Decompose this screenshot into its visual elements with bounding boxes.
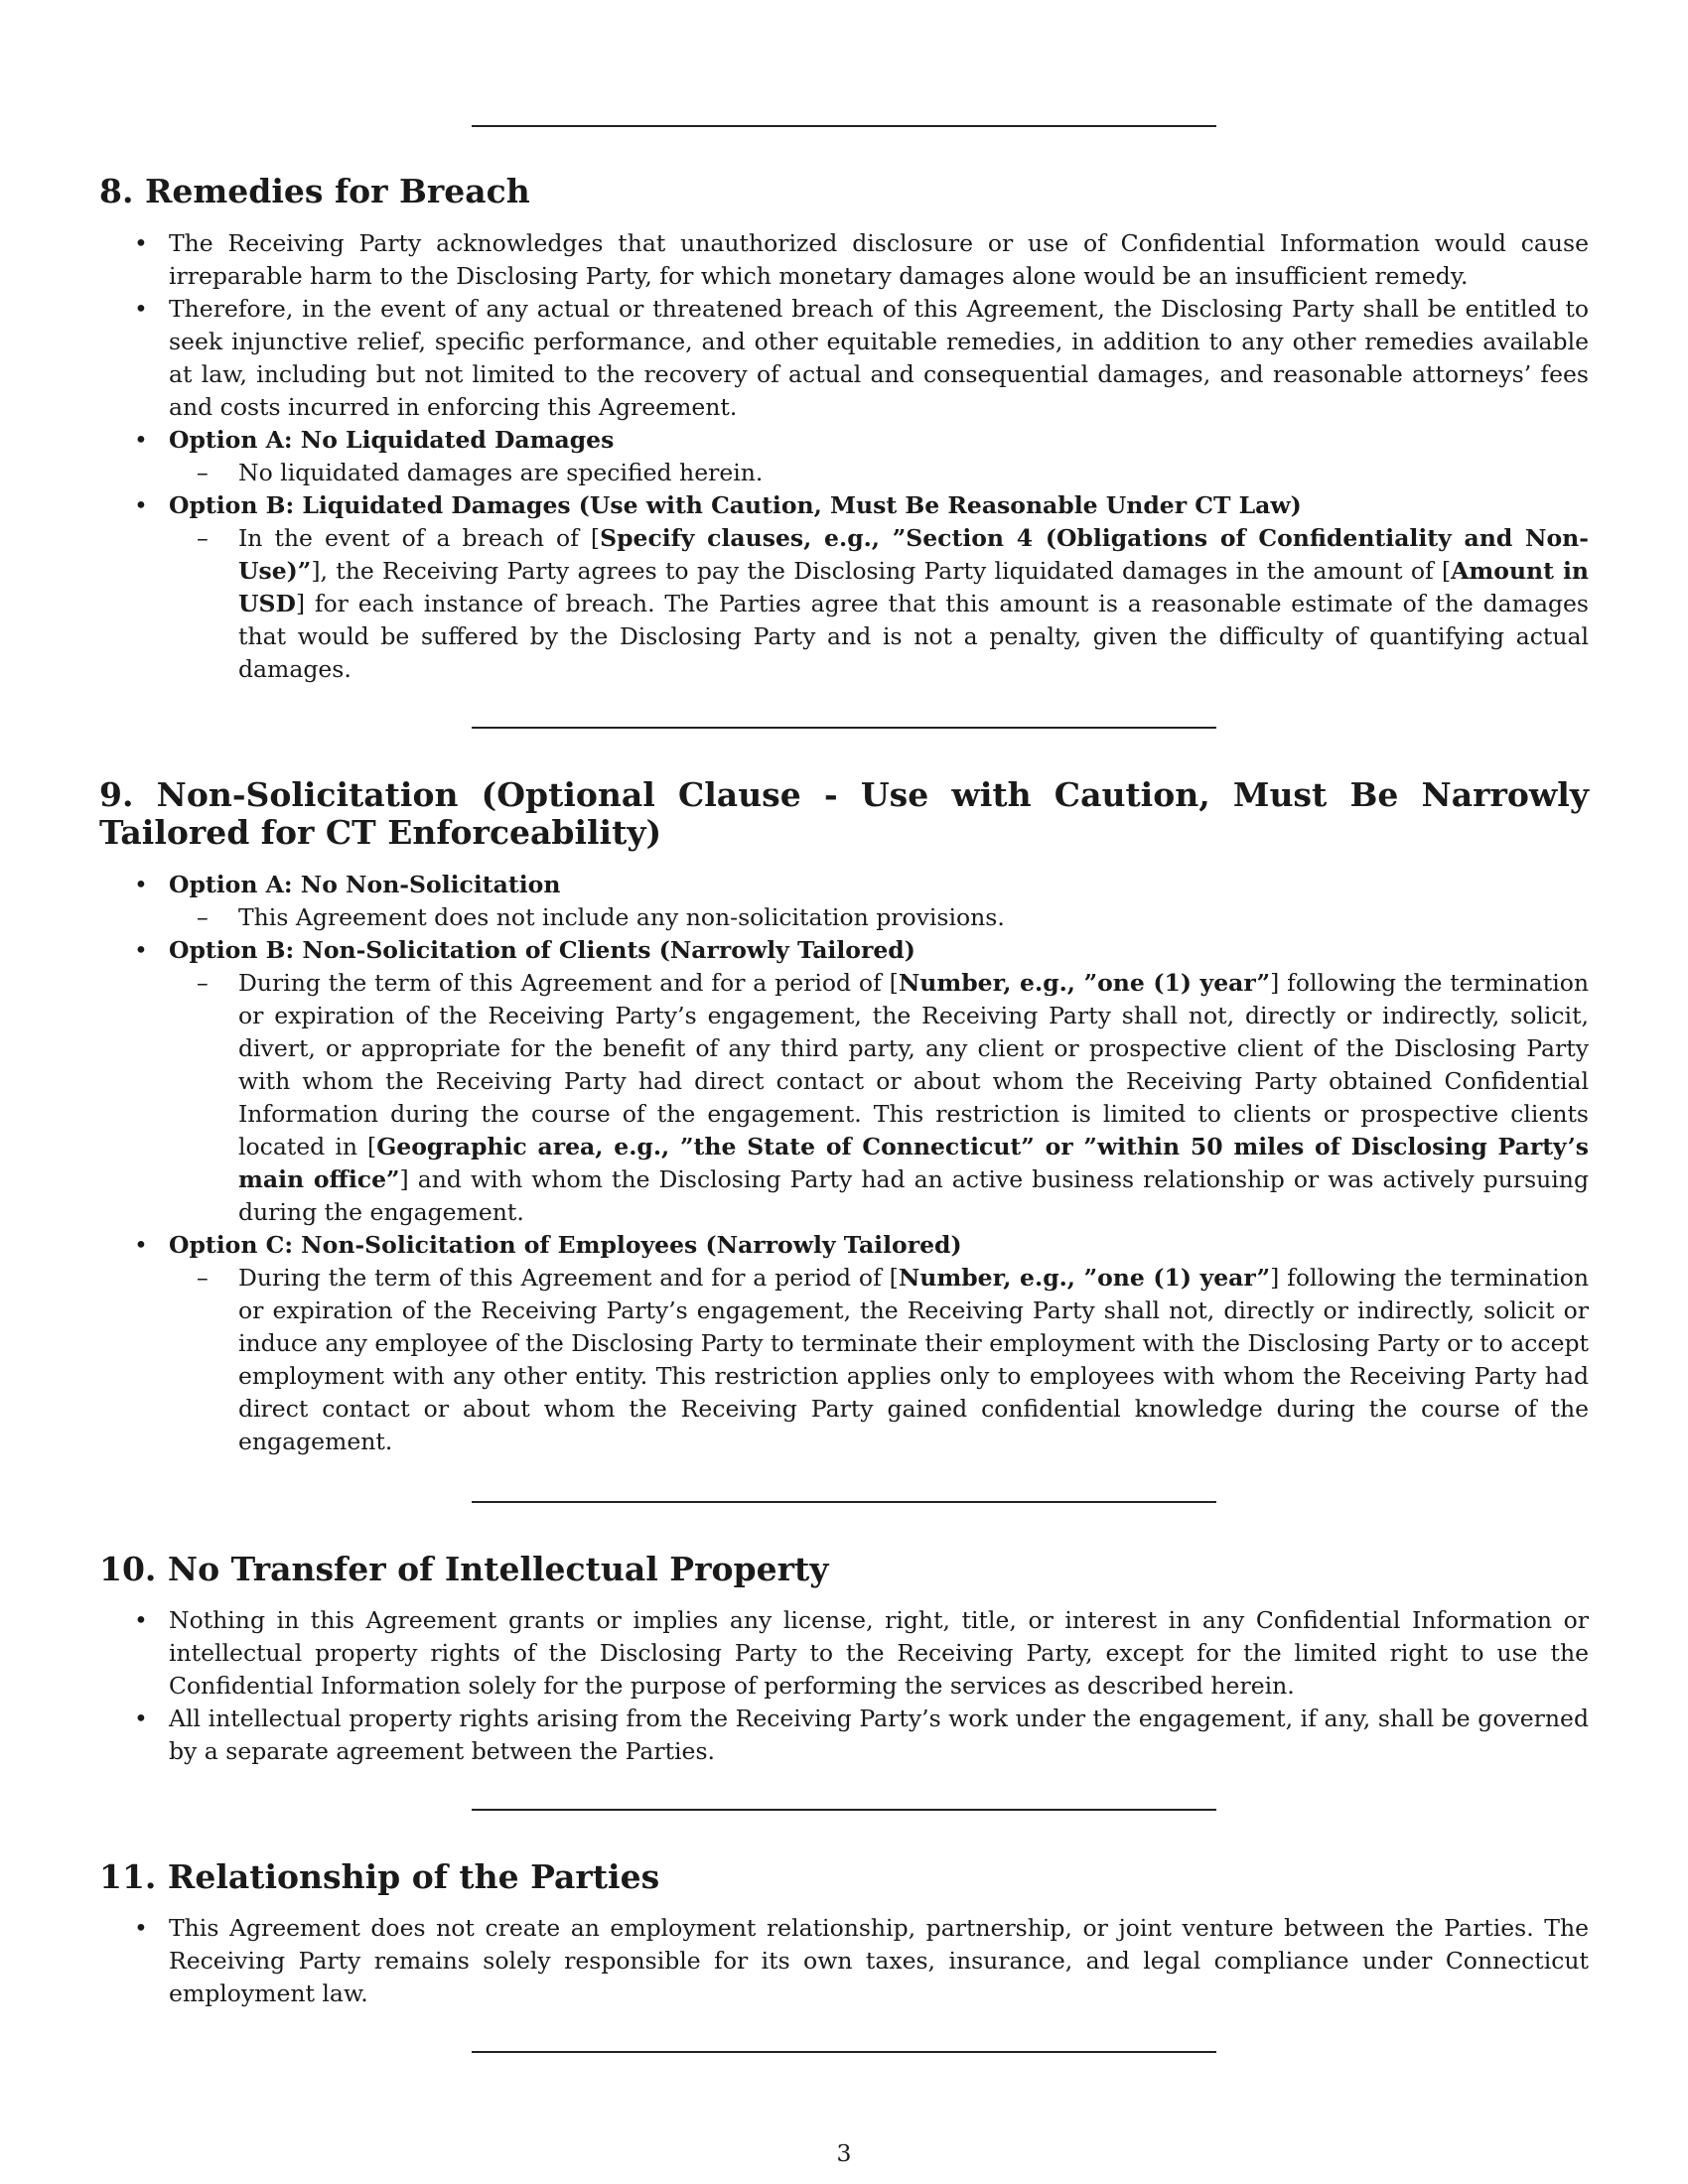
sub-list-item: – No liquidated damages are specified herein. (169, 457, 1589, 489)
list-item: • Therefore, in the event of any actual or threatened breach of this Agreement, the Disclosing Party shall be entitled to seek injunctive relief, specific performance, and other equitable remedies, in addition to any other remedies available at law, including but not limited to the recovery of actual and consequential damages, and reasonable attorneys’ fees and costs incurred in enforcing this Agreement. (99, 293, 1589, 424)
section-10-body (99, 1604, 1589, 1768)
section-9-body (99, 869, 1589, 1458)
section-11-body (99, 1912, 1589, 2010)
section-9-heading: 9. Non-Solicitation (Optional Clause - Use with Caution, Must Be Narrowly Tailored for CT Enforceability) (99, 775, 1589, 852)
list-item (99, 869, 1589, 934)
section-divider (472, 1809, 1216, 1811)
section-divider (472, 1501, 1216, 1503)
sub-list-item: – During the term of this Agreement and for a period of [Number, e.g., ”one (1) year”] following the termination or expiration of the Receiving Party’s engagement, the Receiving Party shall not, directly or indirectly, solicit or induce any employee of the Disclosing Party to terminate their employment with the Disclosing Party or to accept employment with any other entity. This restriction applies only to employees with whom the Receiving Party had direct contact or about whom the Receiving Party gained confidential knowledge during the course of the engagement. (169, 1262, 1589, 1458)
section-8-body (99, 227, 1589, 686)
placeholder-field: Number, e.g., ”one (1) year” (898, 1264, 1271, 1292)
option-label: Option B: Liquidated Damages (Use with Caution, Must Be Reasonable Under CT Law) (169, 491, 1302, 519)
list-item (99, 424, 1589, 489)
list-item: • This Agreement does not create an employment relationship, partnership, or joint venture between the Parties. The Receiving Party remains solely responsible for its own taxes, insurance, and legal compliance under Connecticut employment law. (99, 1912, 1589, 2010)
list-item: • Nothing in this Agreement grants or implies any license, right, title, or interest in any Confidential Information or intellectual property rights of the Disclosing Party to the Receiving Party, except for the limited right to use the Confidential Information solely for the purpose of performing the services as described herein. (99, 1604, 1589, 1703)
option-label: Option A: No Liquidated Damages (169, 426, 615, 454)
option-label: Option B: Non-Solicitation of Clients (Narrowly Tailored) (169, 936, 915, 964)
page-number: 3 (836, 2139, 852, 2167)
placeholder-field: Amount in USD (238, 557, 1589, 617)
section-divider (472, 727, 1216, 729)
list-item (99, 1229, 1589, 1458)
section-divider (472, 125, 1216, 127)
option-label: Option C: Non-Solicitation of Employees (Narrowly Tailored) (169, 1231, 962, 1259)
placeholder-field: Geographic area, e.g., ”the State of Connecticut” or ”within 50 miles of Disclosing Party’s main office” (238, 1133, 1589, 1193)
list-item (99, 934, 1589, 1229)
placeholder-field: Specify clauses, e.g., ”Section 4 (Obligations of Confidentiality and Non-Use)” (238, 524, 1589, 585)
sub-list-item: – During the term of this Agreement and for a period of [Number, e.g., ”one (1) year”] following the termination or expiration of the Receiving Party’s engagement, the Receiving Party shall not, directly or indirectly, solicit, divert, or appropriate for the benefit of any third party, any client or prospective client of the Disclosing Party with whom the Receiving Party had direct contact or about whom the Receiving Party obtained Confidential Information during the course of the engagement. This restriction is limited to clients or prospective clients located in [Geographic area, e.g., ”the State of Connecticut” or ”within 50 miles of Disclosing Party’s main office”] and with whom the Disclosing Party had an active business relationship or was actively pursuing during the engagement. (169, 967, 1589, 1229)
list-item: • The Receiving Party acknowledges that unauthorized disclosure or use of Confidential Information would cause irreparable harm to the Disclosing Party, for which monetary damages alone would be an insufficient remedy. (99, 227, 1589, 293)
section-divider (472, 2051, 1216, 2053)
section-8-heading: 8. Remedies for Breach (99, 172, 530, 210)
option-label: Option A: No Non-Solicitation (169, 871, 561, 898)
list-item (99, 489, 1589, 686)
sub-list-item: – This Agreement does not include any non-solicitation provisions. (169, 901, 1589, 934)
section-10-heading: 10. No Transfer of Intellectual Property (99, 1550, 829, 1588)
section-11-heading: 11. Relationship of the Parties (99, 1857, 660, 1896)
placeholder-field: Number, e.g., ”one (1) year” (898, 969, 1271, 997)
list-item: • All intellectual property rights arising from the Receiving Party’s work under the engagement, if any, shall be governed by a separate agreement between the Parties. (99, 1703, 1589, 1768)
sub-list-item: – In the event of a breach of [Specify clauses, e.g., ”Section 4 (Obligations of Confidentiality and Non-Use)”], the Receiving Party agrees to pay the Disclosing Party liquidated damages in the amount of [Amount in USD] for each instance of breach. The Parties agree that this amount is a reasonable estimate of the damages that would be suffered by the Disclosing Party and is not a penalty, given the difficulty of quantifying actual damages. (169, 522, 1589, 686)
